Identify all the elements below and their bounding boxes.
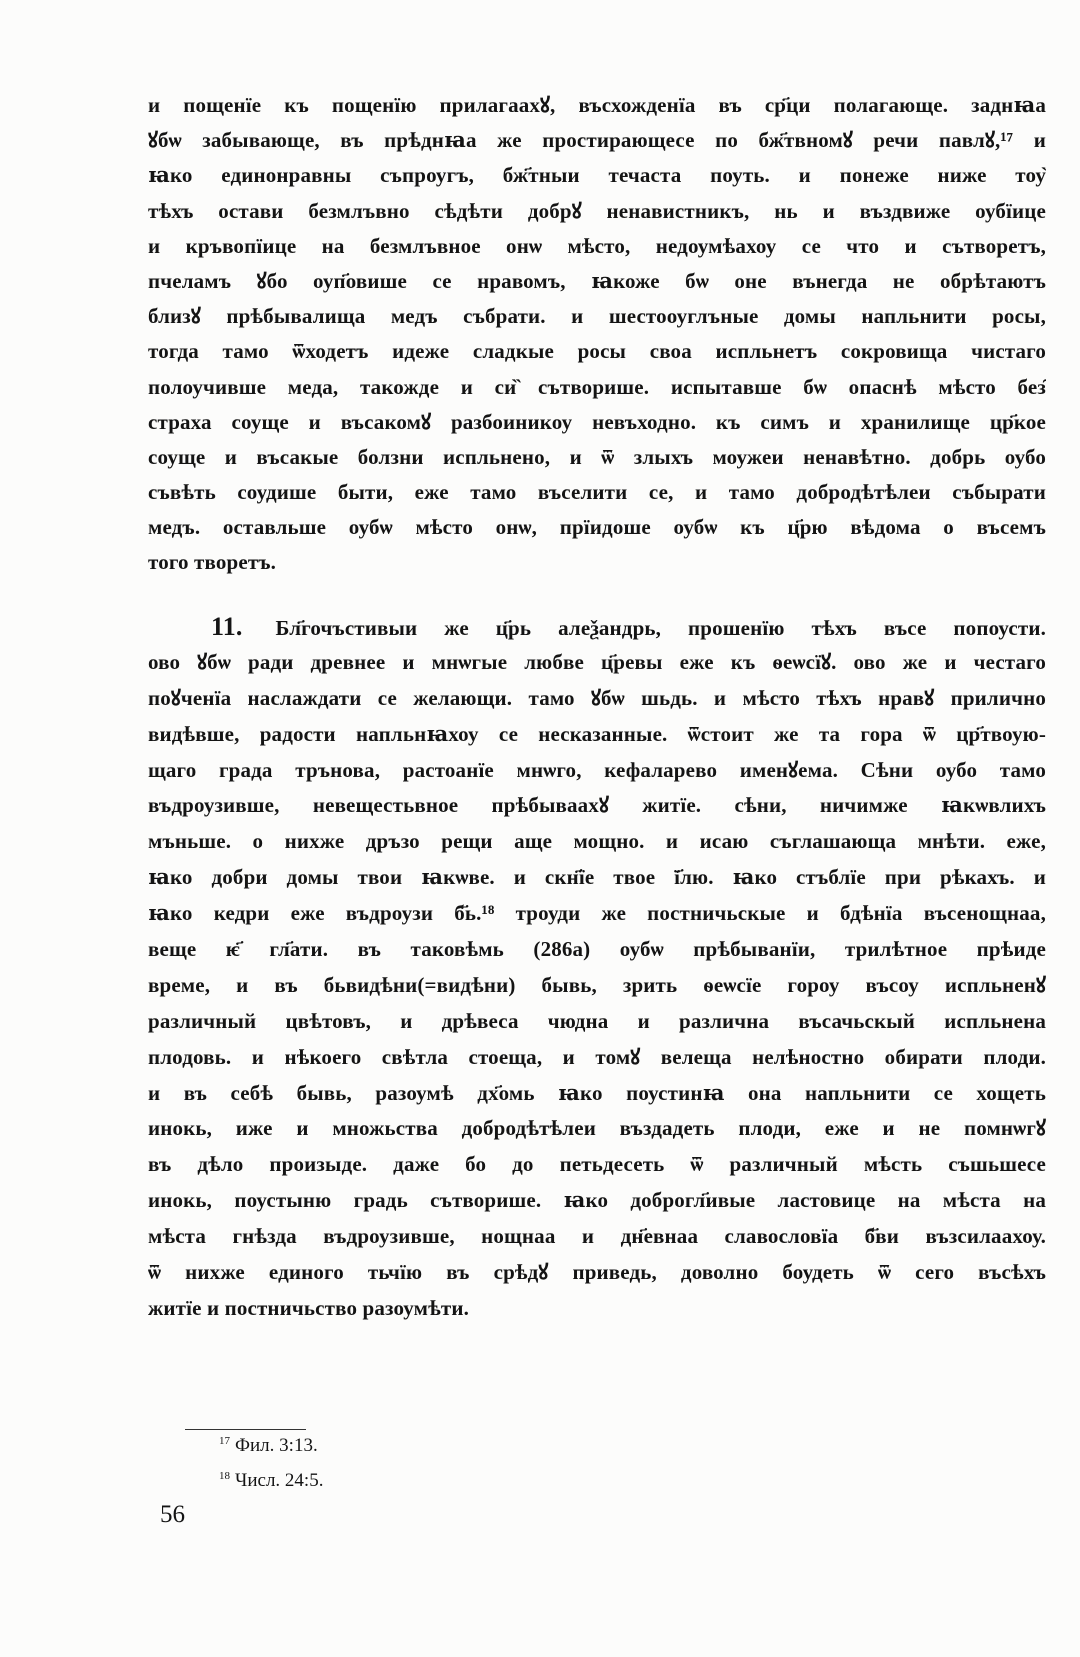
footnote	[219, 1469, 323, 1495]
text-line	[148, 609, 1046, 645]
text-line: инокь, иже и множьства добродѣтѣлеи въздадеть плоди, еже и не помнѡгꙋ	[148, 1116, 1046, 1141]
footnote-divider	[185, 1429, 306, 1430]
text-line: того творетъ.	[148, 550, 277, 575]
section-number: 11.	[211, 612, 243, 641]
text-line: време, и въ бьвидѣни(=видѣни) бывь, зрить ѳеѡсїе гороу въсоу испльненꙋ	[148, 972, 1046, 997]
footnote-text: Фил. 3:13.	[235, 1435, 318, 1456]
text-line: видѣвше, радости напльнꙗхоу се несказанные. ѿстоит же та гора ѿ цр҃твоую-	[148, 721, 1046, 746]
text-line: тѣхъ остави безмлъвно сѣдѣти добрꙋ ненавистникъ, нь и въздвиже оубїице	[148, 198, 1046, 223]
text-line-content: Бл҃гочъстивыи же ц҃рь алеѯандрь, прошенїю тѣхъ въсе попоусти.	[275, 616, 1046, 640]
text-line: щаго града трънова, растоанїе мнѡго, кефаларево именꙋема. Сѣни оубо тамо	[148, 757, 1046, 782]
footnote-ref: 17	[219, 1435, 230, 1447]
text-line: различный цвѣтовъ, и дрѣвеса чюдна и различна въсачьскый испльнена	[148, 1008, 1046, 1033]
text-line: и въ себѣ бывь, разоумѣ дх҃омь ꙗко поустинꙗ она напльнити се хощеть	[148, 1080, 1046, 1105]
text-line: плодовь. и нѣкоего свѣтла стоеща, и томꙋ велеща нелѣностно обирати плоди.	[148, 1044, 1046, 1069]
text-line: поꙋченїа наслаждати се желающи. тамо ꙋбѡ шьдь. и мѣсто тѣхъ нравꙋ прилично	[148, 685, 1046, 710]
text-line: съвѣть соудише быти, еже тамо въселити се, и тамо добродѣтѣлеи събырати	[148, 480, 1046, 505]
text-line: ꙗко единонравны съпроугъ, бж҃тныи течаста поуть. и понеже ниже тоу̏	[148, 163, 1046, 188]
paragraph	[148, 88, 1046, 581]
text-line: ꙗко добри домы твои ꙗкѡве. и скн҃їе твое ї҃лю. ꙗко стъблїе при рѣкахъ. и	[148, 865, 1046, 890]
text-line: полоучивше меда, такожде и си̏ сътворише. испытавше бѡ опаснѣ мѣсто без̑	[148, 374, 1046, 399]
text-line: пчеламъ ꙋбо оуп҃овише се нравомъ, ꙗкоже бѡ оне вънегда не обрѣтаютъ	[148, 268, 1046, 293]
text-line: житїе и постничьство разоумѣти.	[148, 1295, 470, 1320]
text-line: медъ. оставльше оубѡ мѣсто онѡ, прїидоше оубѡ къ ц҃рю вѣдома о въсемъ	[148, 515, 1046, 540]
text-line: близꙋ прѣбывалища медъ събрати. и шестооуглъные домы напльнити росы,	[148, 304, 1046, 329]
paragraph	[148, 609, 1046, 1327]
text-line: веще ѥ҃ гл҃ати. въ таковѣмь (286а) оубѡ прѣбыванїи, трилѣтное прѣиде	[148, 937, 1046, 962]
text-line: мъньше. о нихже дръзо рещи аще мощно. и исаю съглашающа мнѣти. еже,	[148, 829, 1046, 854]
page-number: 56	[160, 1501, 185, 1528]
text-line: и кръвопїице на безмлъвное онѡ мѣсто, недоумѣахоу се что и сътворетъ,	[148, 233, 1046, 258]
text-line: ово ꙋбѡ ради древнее и мнѡгые любве ц҃ревы еже къ ѳеѡсїꙋ. ово же и честаго	[148, 649, 1046, 674]
footnote	[219, 1434, 318, 1460]
text-line: соуще и въсакые болзни испльнено, и ѿ злыхъ моужеи ненавѣтно. добрь оубо	[148, 444, 1046, 469]
text-line: въ дѣло произыде. даже бо до петьдесеть ѿ различный мѣсть съшьшесе	[148, 1152, 1046, 1177]
text-line: ꙋбѡ забывающе, въ прѣднꙗа же простирающесе по бж҃твномꙋ речи павлꙋ,¹⁷ и	[148, 128, 1046, 153]
text-line: ꙗко кедри еже въдроузи б҃ь.¹⁸ троуди же постничьскые и бдѣнїа въсенощнаа,	[148, 901, 1046, 926]
text-line: инокь, поустыню градь сътворише. ꙗко доброгл҃ивые ластовице на мѣста на	[148, 1188, 1046, 1213]
text-line: мѣста гнѣзда въдроузивше, нощнаа и дн҃евнаа славословїа б҃ви възсилаахоу.	[148, 1224, 1046, 1249]
text-line: ѿ нихже единого тьчїю въ срѣдꙋ приведь, доволно боудеть ѿ сего въсѣхъ	[148, 1260, 1046, 1285]
text-line: тогда тамо ѿходетъ идеже сладкые росы своа испльнетъ сокровища чистаго	[148, 339, 1046, 364]
footnote-text: Числ. 24:5.	[235, 1470, 324, 1491]
text-line: и пощенїе къ пощенїю прилагаахꙋ, въсхожденїа въ ср҃ци полагающе. заднꙗа	[148, 93, 1046, 117]
text-line: въдроузивше, невещестьвное прѣбываахꙋ житїе. сѣни, ничимже ꙗкѡвлихъ	[148, 793, 1046, 818]
text-line: страха соуще и въсакомꙋ разбоиникоу невъходно. къ симъ и хранилище цр҃кое	[148, 409, 1046, 434]
footnote-ref: 18	[219, 1470, 230, 1482]
